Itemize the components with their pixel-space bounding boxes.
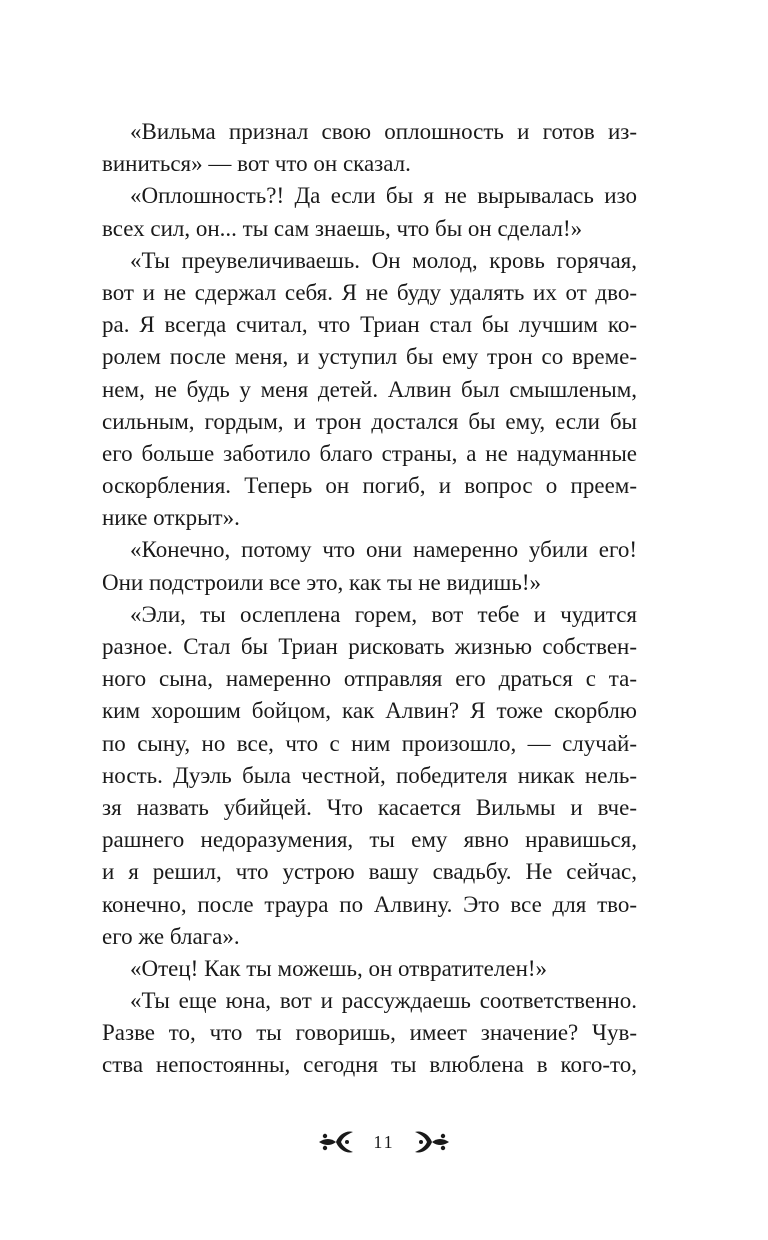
paragraph-5-line-5: по сыну, но все, что с ним произошло, — случай-: [102, 730, 637, 756]
paragraph-3-line-3: ра. Я всегда считал, что Триан стал бы лучшим ко-: [102, 312, 637, 338]
paragraph-7-line-1: «Ты еще юна, вот и рассуждаешь соответственно.: [130, 988, 637, 1014]
paragraph-5-line-6: ность. Дуэль была честной, победителя никак нель-: [102, 762, 637, 788]
page-footer: [0, 1124, 768, 1160]
paragraph-5-line-8: рашнего недоразумения, ты ему явно нравишься,: [102, 827, 637, 853]
paragraph-3-line-9: нике открыт».: [102, 505, 240, 531]
paragraph-3-line-2: вот и не сдержал себя. Я не буду удалять их от дво-: [102, 279, 637, 305]
paragraph-3-line-8: оскорбления. Теперь он погиб, и вопрос о преем-: [102, 473, 637, 499]
paragraph-7-line-3: ства непостоянны, сегодня ты влюблена в кого-то,: [102, 1052, 637, 1078]
paragraph-5-line-1: «Эли, ты ослеплена горем, вот тебе и чудится: [130, 601, 637, 627]
paragraph-5-line-4: ким хорошим бойцом, как Алвин? Я тоже скорблю: [102, 698, 637, 724]
text-body: [102, 116, 637, 1082]
paragraph-7-line-2: Разве то, что ты говоришь, имеет значение? Чув-: [102, 1020, 637, 1046]
paragraph-5-line-9: и я решил, что устрою вашу свадьбу. Не сейчас,: [102, 859, 637, 885]
paragraph-5-line-7: зя назвать убийцей. Что касается Вильмы и вче-: [102, 794, 637, 820]
paragraph-3-line-7: его больше заботило благо страны, а не надуманные: [102, 440, 637, 466]
fleuron-right-icon: [413, 1128, 451, 1156]
paragraph-2-line-2: всех сил, он... ты сам знаешь, что бы он сделал!»: [102, 215, 583, 241]
paragraph-3-line-4: ролем после меня, и уступил бы ему трон со време-: [102, 344, 637, 370]
paragraph-5-line-3: ного сына, намеренно отправляя его драться с та-: [102, 666, 637, 692]
page-number: 11: [373, 1131, 395, 1152]
paragraph-1-line-2: виниться» — вот что он сказал.: [102, 151, 411, 177]
paragraph-5-line-11: его же блага».: [102, 923, 240, 949]
fleuron-left-icon: [317, 1128, 355, 1156]
paragraph-2-line-1: «Оплошность?! Да если бы я не вырывалась изо: [130, 183, 637, 209]
paragraph-3-line-6: сильным, гордым, и трон достался бы ему, если бы: [102, 408, 637, 434]
paragraph-5-line-2: разное. Стал бы Триан рисковать жизнью собствен-: [102, 634, 637, 659]
paragraph-3-line-5: нем, не будь у меня детей. Алвин был смышленым,: [102, 376, 637, 402]
paragraph-3-line-1: «Ты преувеличиваешь. Он молод, кровь горячая,: [130, 247, 637, 273]
paragraph-4-line-2: Они подстроили все это, как ты не видишь!»: [102, 569, 542, 595]
paragraph-5-line-10: конечно, после траура по Алвину. Это все для тво-: [102, 891, 637, 917]
paragraph-6-line-1: «Отец! Как ты можешь, он отвратителен!»: [130, 955, 548, 981]
paragraph-1-line-1: «Вильма признал свою оплошность и готов из-: [130, 119, 637, 144]
paragraph-4-line-1: «Конечно, потому что они намеренно убили его!: [130, 537, 637, 563]
